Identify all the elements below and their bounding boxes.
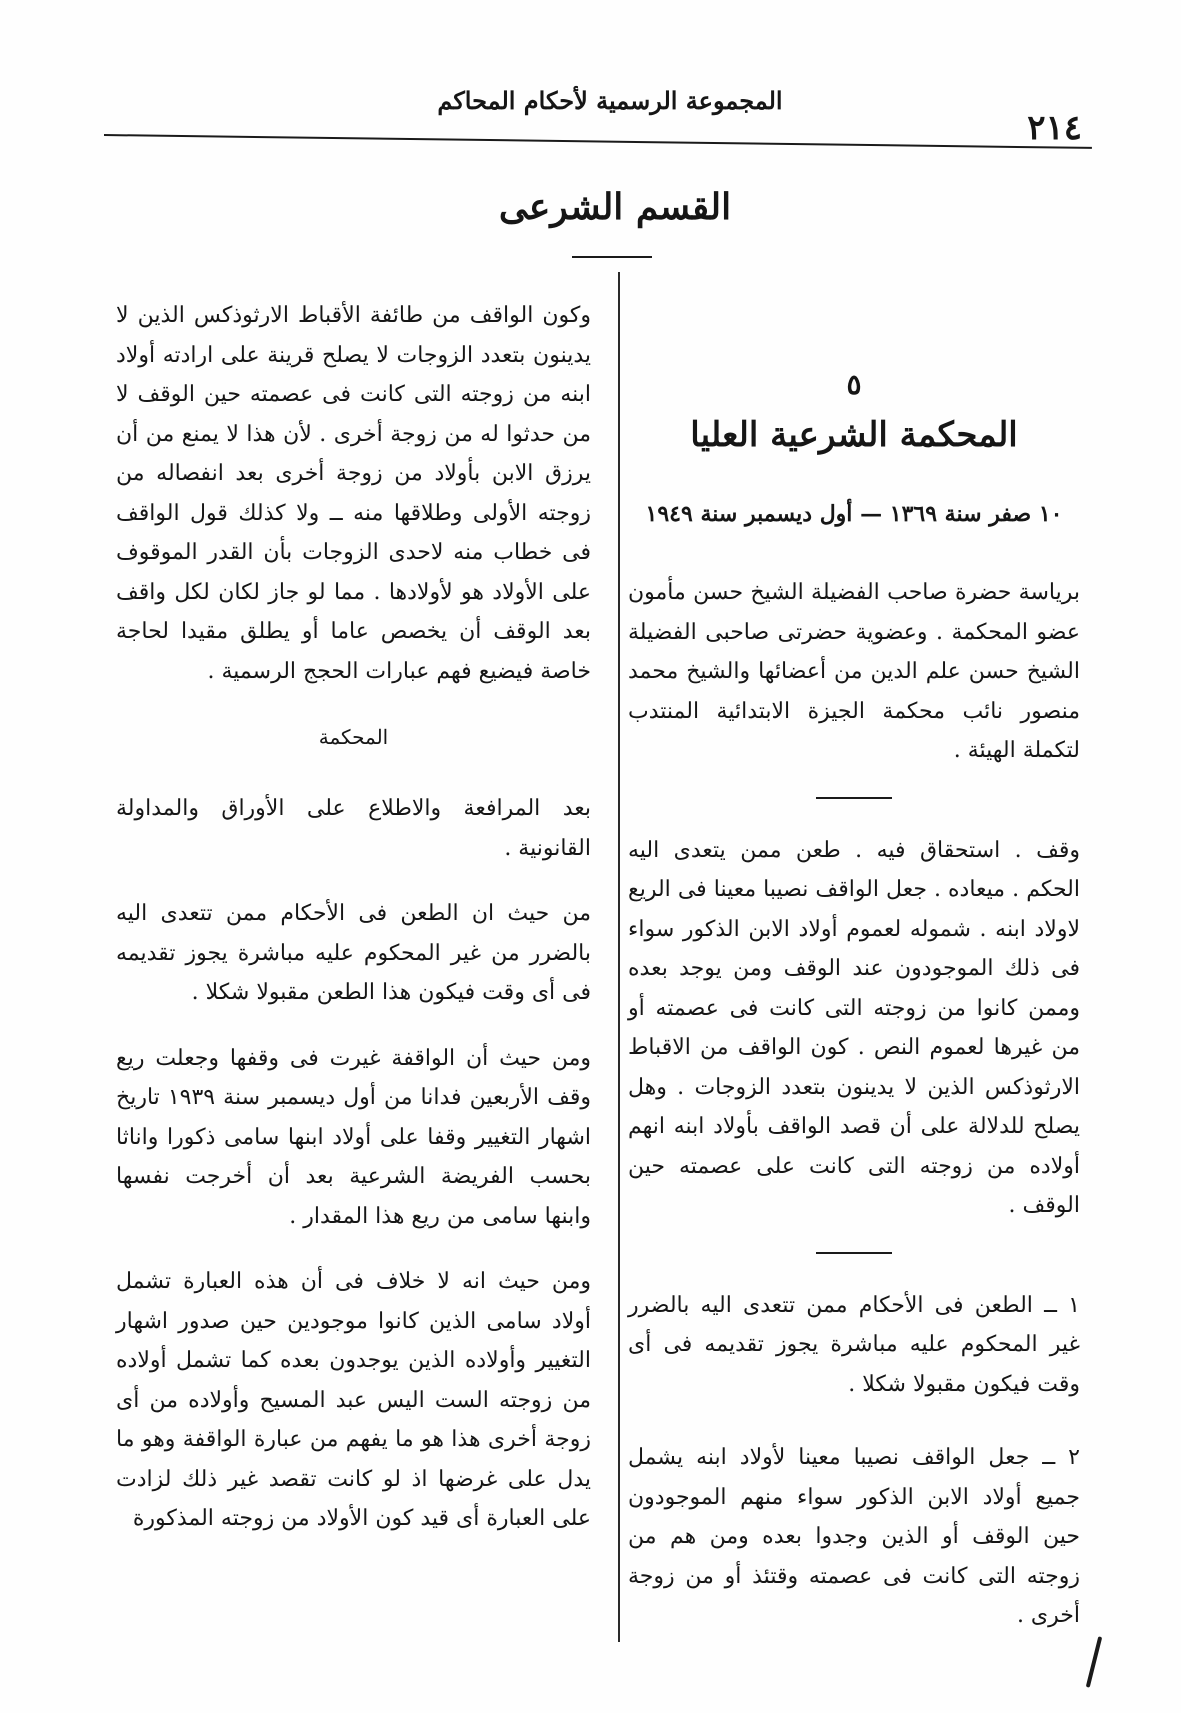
section-title: القسم الشرعى: [498, 186, 732, 228]
separator-rule: [816, 1252, 892, 1254]
page-number: ٢١٤: [1027, 108, 1082, 148]
summary-paragraph: وقف . استحقاق فيه . طعن ممن يتعدى اليه الحكم . ميعاده . جعل الواقف نصيبا معينا فى الريع لاولاد ابنه . شموله لعموم أولاد الابن الذكور سواء فى ذلك الموجودون عند الوقف ومن يوجد بعده وممن كانوا من زوجته التى كانت فى عصمته أو من غيرها لعموم النص . كون الواقف من الاقباط الارثوذكس الذين لا يدينون بتعدد الزوجات . وهل يصلح للدلالة على أن قصد الواقف بأولاد ابنه انهم أولاده من زوجته التى كانت على عصمته حين الوقف .: [628, 837, 1080, 1218]
case-number: ٥: [846, 368, 862, 401]
right-column: [628, 368, 1080, 1636]
column-divider: [618, 272, 620, 1642]
body-paragraph-2: من حيث ان الطعن فى الأحكام ممن تتعدى اليه بالضرر من غير المحكوم عليه مباشرة يجوز تقديمه فى أى وقت فيكون هذا الطعن مقبولا شكلا .: [116, 901, 591, 1005]
header-rule: [104, 134, 1092, 149]
section-title-rule: [572, 256, 652, 258]
principle-2: ٢ ــ جعل الواقف نصيبا معينا لأولاد ابنه يشمل جميع أولاد الابن الذكور سواء منهم الموجودون حين الوقف أو الذين وجدوا بعده ومن هم من زوجته التى كانت فى عصمته وقتئذ أو من زوجة أخرى .: [628, 1445, 1080, 1628]
left-column: [116, 296, 591, 1539]
principle-1: ١ ــ الطعن فى الأحكام ممن تتعدى اليه بالضرر غير المحكوم عليه مباشرة يجوز تقديمه فى أى وقت فيكون مقبولا شكلا .: [628, 1292, 1080, 1397]
running-title: المجموعة الرسمية لأحكام المحاكم: [437, 86, 783, 115]
body-paragraph-1: بعد المرافعة والاطلاع على الأوراق والمداولة القانونية .: [116, 796, 591, 861]
body-paragraph-4: ومن حيث انه لا خلاف فى أن هذه العبارة تشمل أولاد سامى الذين كانوا موجودين حين صدور اشهار التغيير وأولاده الذين يوجدون بعده كما تشمل أولاده من زوجته الست اليس عبد المسيح وأولاده من أى زوجة أخرى هذا هو ما يفهم من عبارة الواقفة وهو ما يدل على غرضها اذ لو كانت تقصد غير ذلك لزادت على العبارة أى قيد كون الأولاد من زوجته المذكورة: [116, 1269, 591, 1531]
body-paragraph-3: ومن حيث أن الواقفة غيرت فى وقفها وجعلت ريع وقف الأربعين فدانا من أول ديسمبر سنة ١٩٣٩ تاريخ اشهار التغيير وقفا على أولاد ابنها سامى ذكورا واناثا بحسب الفريضة الشرعية بعد أن أخرجت نفسها وابنها سامى من ريع هذا المقدار .: [116, 1045, 591, 1229]
court-heading: المحكمة: [318, 725, 389, 749]
margin-mark: [1086, 1636, 1102, 1687]
separator-rule: [816, 797, 892, 799]
judgment-date: ١٠ صفر سنة ١٣٦٩ — أول ديسمبر سنة ١٩٤٩: [645, 501, 1063, 527]
intro-paragraph: وكون الواقف من طائفة الأقباط الارثوذكس الذين لا يدينون بتعدد الزوجات لا يصلح قرينة على ارادته أولاد ابنه من زوجته التى كانت فى عصمته حين الوقف لا من حدثوا له من زوجة أخرى . لأن هذا لا يمنع من أن يرزق الابن بأولاد من زوجة أخرى بعد انفصاله من زوجته الأولى وطلاقها منه ــ ولا كذلك قول الواقف فى خطاب منه لاحدى الزوجات بأن القدر الموقوف على الأولاد هو لأولادها . مما لو جاز لكان لكل واقف بعد الوقف أن يخصص عاما أو يطلق مقيدا لحاجة خاصة فيضيع فهم عبارات الحجج الرسمية .: [116, 303, 591, 684]
presidency-paragraph: برياسة حضرة صاحب الفضيلة الشيخ حسن مأمون عضو المحكمة . وعضوية حضرتى صاحبى الفضيلة الشيخ حسن علم الدين من أعضائها والشيخ محمد منصور نائب محكمة الجيزة الابتدائية المنتدب لتكملة الهيئة .: [628, 580, 1080, 763]
court-name: المحكمة الشرعية العليا: [690, 415, 1018, 455]
